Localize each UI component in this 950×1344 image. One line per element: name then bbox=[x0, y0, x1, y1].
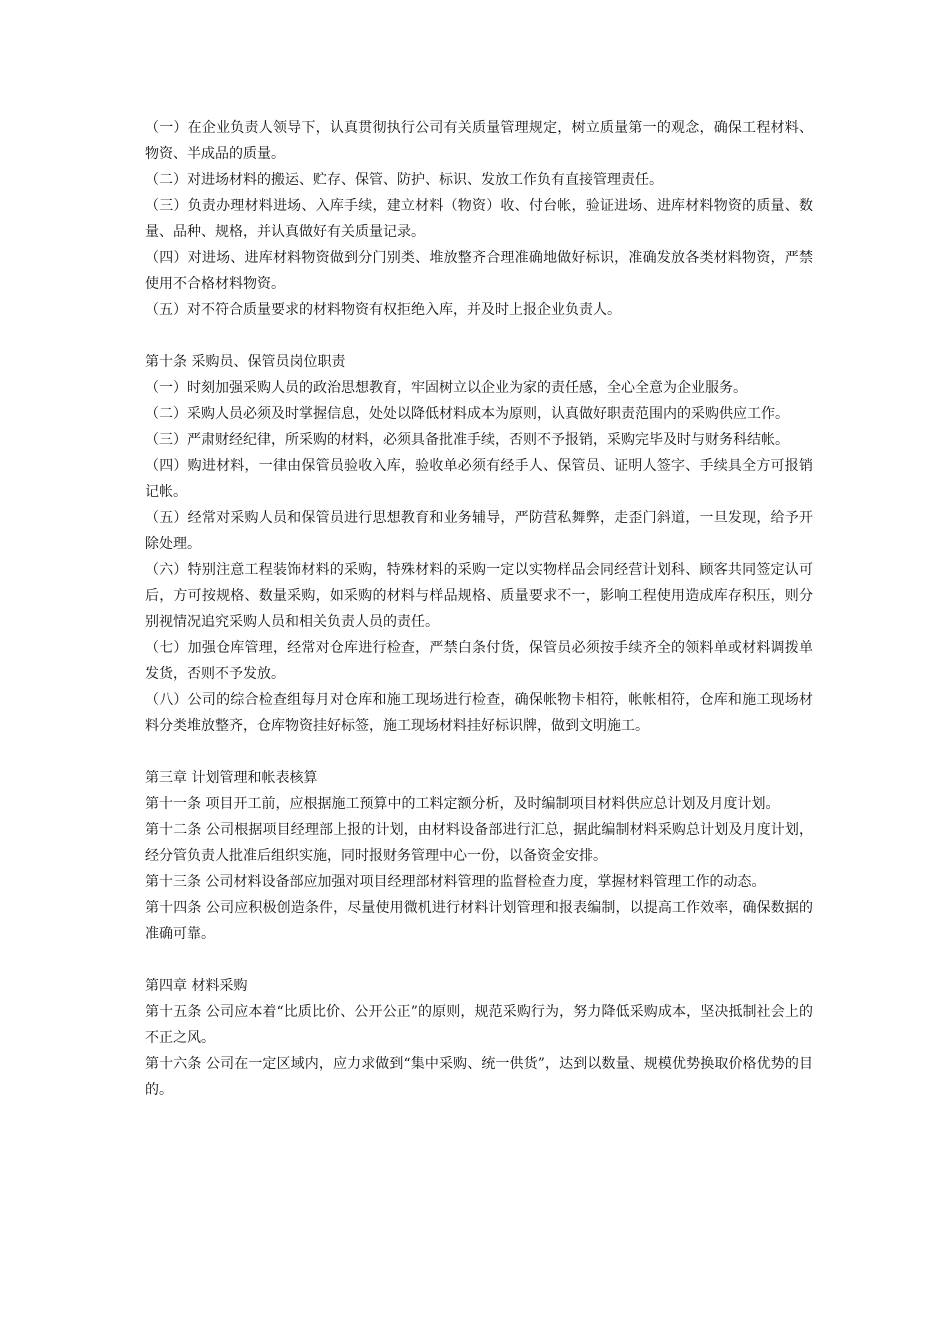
paragraph: （二）采购人员必须及时掌握信息，处处以降低材料成本为原则，认真做好职责范围内的采购供应工作。 bbox=[145, 406, 789, 422]
paragraph: 第十二条 公司根据项目经理部上报的计划，由材料设备部进行汇总，据此编制材料采购总计划及月度计划，经分管负责人批准后组织实施，同时报财务管理中心一份，以备资金安排。 bbox=[145, 822, 813, 864]
paragraph: 第十五条 公司应本着“比质比价、公开公正”的原则，规范采购行为，努力降低采购成本，坚决抵制社会上的不正之风。 bbox=[145, 1004, 813, 1046]
paragraph: （一）时刻加强采购人员的政治思想教育，牢固树立以企业为家的责任感，全心全意为企业服务。 bbox=[145, 380, 747, 396]
paragraph: （四）购进材料，一律由保管员验收入库，验收单必须有经手人、保管员、证明人签字、手续具全方可报销记帐。 bbox=[145, 458, 813, 500]
paragraph: （六）特别注意工程装饰材料的采购，特殊材料的采购一定以实物样品会同经营计划科、顾客共同签定认可后，方可按规格、数量采购，如采购的材料与样品规格、质量要求不一，影响工程使用造成库存积压，则分别视情况追究采购人员和相关负责人员的责任。 bbox=[145, 562, 813, 630]
document-section bbox=[145, 115, 813, 323]
paragraph: 第十三条 公司材料设备部应加强对项目经理部材料管理的监督检查力度，掌握材料管理工作的动态。 bbox=[145, 874, 766, 890]
section-heading: 第三章 计划管理和帐表核算 bbox=[145, 770, 318, 786]
document-section bbox=[145, 765, 813, 947]
paragraph: （三）严肃财经纪律，所采购的材料，必须具备批准手续，否则不予报销，采购完毕及时与财务科结帐。 bbox=[145, 432, 789, 448]
paragraph: 第十四条 公司应积极创造条件，尽量使用微机进行材料计划管理和报表编制，以提高工作效率，确保数据的准确可靠。 bbox=[145, 900, 813, 942]
paragraph: （四）对进场、进库材料物资做到分门别类、堆放整齐合理准确地做好标识，准确发放各类材料物资，严禁使用不合格材料物资。 bbox=[145, 250, 813, 292]
document-section bbox=[145, 349, 813, 739]
document-section bbox=[145, 973, 813, 1103]
paragraph: 第十六条 公司在一定区域内，应力求做到“集中采购、统一供货”，达到以数量、规模优势换取价格优势的目的。 bbox=[145, 1056, 813, 1098]
document-body bbox=[145, 115, 813, 1103]
paragraph: 第十一条 项目开工前，应根据施工预算中的工料定额分析，及时编制项目材料供应总计划及月度计划。 bbox=[145, 796, 780, 812]
paragraph: （一）在企业负责人领导下，认真贯彻执行公司有关质量管理规定，树立质量第一的观念，确保工程材料、物资、半成品的质量。 bbox=[145, 120, 813, 162]
paragraph: （五）对不符合质量要求的材料物资有权拒绝入库，并及时上报企业负责人。 bbox=[145, 302, 621, 318]
paragraph: （二）对进场材料的搬运、贮存、保管、防护、标识、发放工作负有直接管理责任。 bbox=[145, 172, 663, 188]
section-heading: 第四章 材料采购 bbox=[145, 978, 248, 994]
paragraph: （三）负责办理材料进场、入库手续，建立材料（物资）收、付台帐，验证进场、进库材料物资的质量、数量、品种、规格，并认真做好有关质量记录。 bbox=[145, 198, 813, 240]
paragraph: （七）加强仓库管理，经常对仓库进行检查，严禁白条付货，保管员必须按手续齐全的领料单或材料调拨单发货，否则不予发放。 bbox=[145, 640, 813, 682]
paragraph: （八）公司的综合检查组每月对仓库和施工现场进行检查，确保帐物卡相符，帐帐相符，仓库和施工现场材料分类堆放整齐，仓库物资挂好标签，施工现场材料挂好标识牌，做到文明施工。 bbox=[145, 692, 813, 734]
paragraph: （五）经常对采购人员和保管员进行思想教育和业务辅导，严防营私舞弊，走歪门斜道，一旦发现，给予开除处理。 bbox=[145, 510, 813, 552]
section-heading: 第十条 采购员、保管员岗位职责 bbox=[145, 354, 346, 370]
